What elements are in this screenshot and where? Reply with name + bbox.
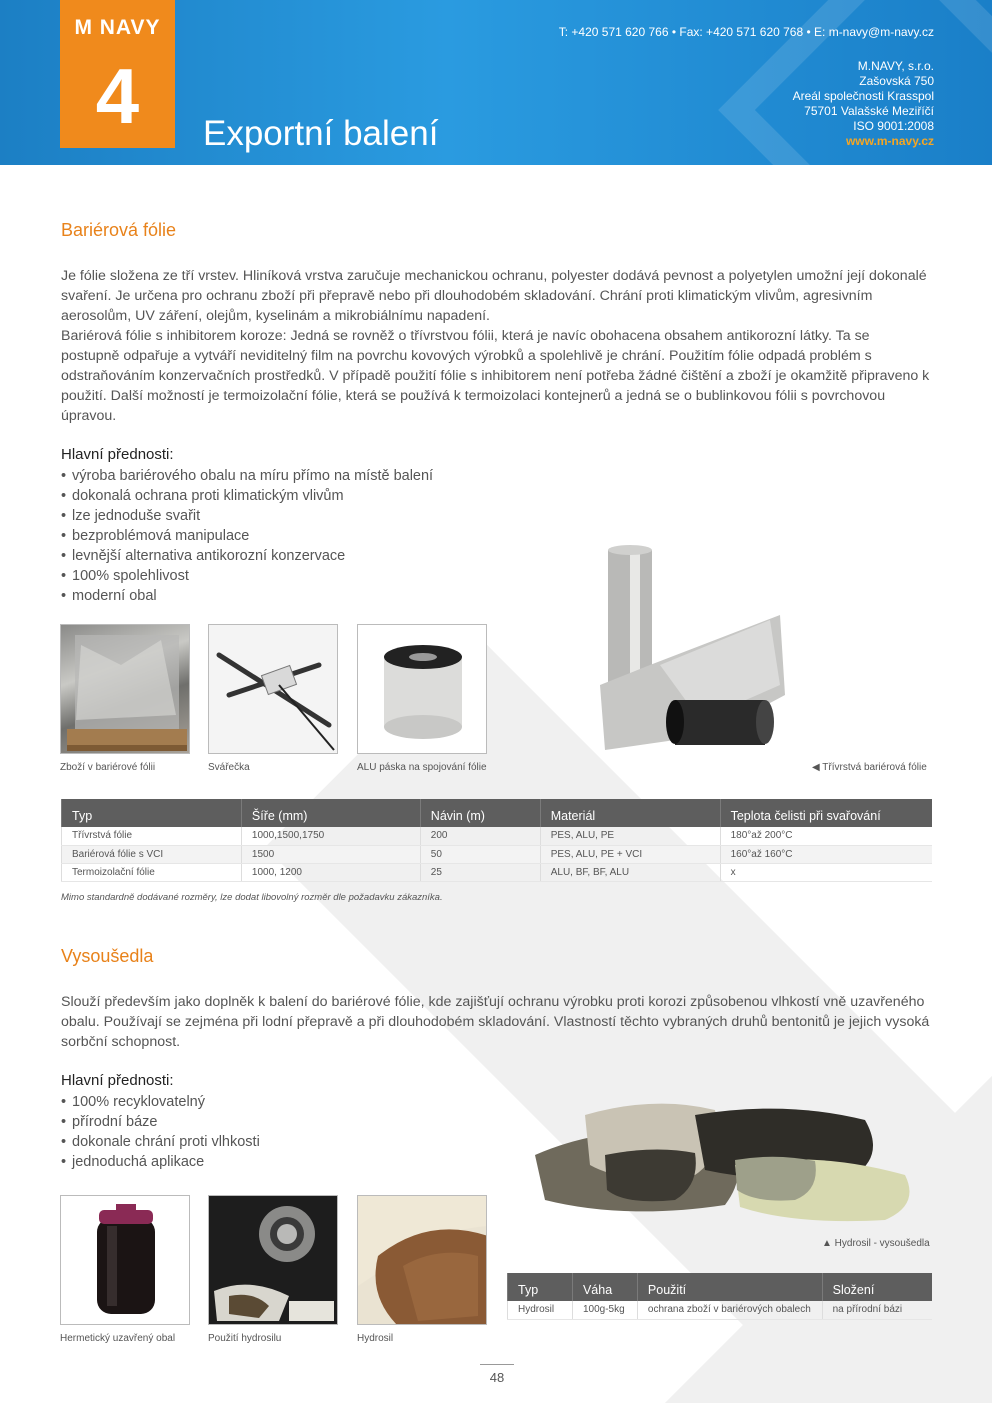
list-item: • lze jednoduše svařit: [61, 506, 433, 526]
foil-rolls-image: [590, 545, 790, 770]
table-row: [508, 1301, 933, 1319]
chapter-number: 4: [95, 52, 140, 140]
logo-box: [60, 0, 175, 148]
page-number-divider: [480, 1364, 514, 1365]
photo-hydrosil-bags: [525, 1095, 935, 1225]
caption-hydrosil-usage: Použití hydrosilu: [208, 1333, 282, 1344]
foil-wrapped-goods-image: [61, 625, 190, 754]
caption-hydrosil-bags: ▲ Hydrosil - vysoušedla: [822, 1238, 930, 1249]
contact-line: T: +420 571 620 766 • Fax: +420 571 620 768 • E: m-navy@m-navy.cz: [558, 25, 934, 39]
column-header: Složení: [822, 1273, 932, 1301]
table-cell: ALU, BF, BF, ALU: [540, 863, 720, 881]
table-row: [62, 845, 933, 863]
caption-hydrosil: Hydrosil: [357, 1333, 394, 1344]
page-number: 48: [489, 1370, 505, 1385]
section-title-barrier: Bariérová fólie: [61, 220, 177, 240]
barrier-paragraph-1: Je fólie složena ze tří vrstev. Hliníková vrstva zaručuje mechanickou ochranu, polyester dodává pevnost a polyetylen umožní její dokonalé svaření. Je určena pro ochranu zboží při přepravě nebo při dlouhodobém skladování. Chrání proti klimatickým vlivům, agresivním aerosolům, UV záření, olejům, kyselinám a mikrobiálnímu napadení.: [61, 268, 927, 324]
column-header: Materiál: [540, 799, 720, 827]
address-line: 75701 Valašské Meziříčí: [804, 104, 934, 118]
caption-sealer: Svářečka: [208, 762, 250, 773]
list-item: • 100% recyklovatelný: [61, 1092, 260, 1112]
table-row: [62, 863, 933, 881]
table-cell: PES, ALU, PE + VCI: [540, 845, 720, 863]
list-item: • levnější alternativa antikorozní konzervace: [61, 546, 433, 566]
list-item: • 100% spolehlivost: [61, 566, 433, 586]
company-address: [793, 59, 934, 149]
column-header: Návin (m): [420, 799, 540, 827]
column-header: Typ: [62, 799, 242, 827]
photo-hydrosil-usage: [208, 1195, 338, 1325]
table-cell: 1000,1500,1750: [241, 827, 420, 845]
table-note: Mimo standardně dodávané rozměry, lze dodat libovolný rozměr dle požadavku zákazníka.: [61, 892, 443, 903]
address-line: ISO 9001:2008: [853, 119, 934, 133]
table-cell: PES, ALU, PE: [540, 827, 720, 845]
list-item: • moderní obal: [61, 586, 433, 606]
column-header: Teplota čelisti při svařování: [720, 799, 932, 827]
page-title: Exportní balení: [203, 114, 439, 153]
photo-hydrosil: [357, 1195, 487, 1325]
list-item: • přírodní báze: [61, 1112, 260, 1132]
barrier-advantages-list: [61, 466, 433, 606]
table-cell: Třívrstvá fólie: [62, 827, 242, 845]
hydrosil-table: [507, 1273, 932, 1320]
section-title-desiccants: Vysoušedla: [61, 946, 154, 966]
table-cell: 180°až 200°C: [720, 827, 932, 845]
table-cell: 100g-5kg: [572, 1301, 637, 1319]
desiccants-advantages-title: Hlavní přednosti:: [61, 1072, 174, 1089]
photo-hermetic-container: [60, 1195, 190, 1325]
table-cell: 200: [420, 827, 540, 845]
table-cell: Bariérová fólie s VCI: [62, 845, 242, 863]
photo-alu-tape: [357, 624, 487, 754]
column-header: Použití: [637, 1273, 822, 1301]
list-item: • dokonalá ochrana proti klimatickým vlivům: [61, 486, 433, 506]
address-line: Zašovská 750: [859, 74, 934, 88]
list-item: • dokonale chrání proti vlhkosti: [61, 1132, 260, 1152]
table-row: [62, 827, 933, 845]
logo: M NAVY: [74, 16, 161, 39]
desiccants-paragraph: Slouží především jako doplněk k balení do bariérové fólie, kde zajišťují ochranu výrobku proti korozi způsobenou vlhkostí vně uzavřeného obalu. Používají se zejména při lodní přepravě a při dlouhodobém skladování. Vlastností těchto vybraných druhů bentonitů je jejich vysoká sorbční schopnost.: [61, 994, 930, 1050]
barrier-foil-table: [61, 799, 932, 882]
address-line: M.NAVY, s.r.o.: [857, 59, 934, 73]
alu-tape-roll-image: [358, 625, 487, 754]
table-cell: 160°až 160°C: [720, 845, 932, 863]
table-cell: 25: [420, 863, 540, 881]
table-cell: na přírodní bázi: [822, 1301, 932, 1319]
table-cell: x: [720, 863, 932, 881]
table-header-row: [62, 799, 933, 827]
list-item: • bezproblémová manipulace: [61, 526, 433, 546]
hydrosil-bags-image: [525, 1095, 935, 1225]
sealer-image: [209, 625, 338, 754]
table-cell: 1500: [241, 845, 420, 863]
column-header: Typ: [508, 1273, 573, 1301]
table-cell: Termoizolační fólie: [62, 863, 242, 881]
table-header-row: [508, 1273, 933, 1301]
caption-hermetic-container: Hermetický uzavřený obal: [60, 1333, 176, 1344]
photo-goods-in-foil: [60, 624, 190, 754]
table-cell: Hydrosil: [508, 1301, 573, 1319]
photo-three-layer-foil: [590, 545, 790, 770]
caption-goods-in-foil: Zboží v bariérové fólii: [60, 762, 156, 773]
barrier-advantages-title: Hlavní přednosti:: [61, 446, 174, 463]
barrel-image: [61, 1196, 190, 1325]
hydrosil-usage-image: [209, 1196, 338, 1325]
list-item: • výroba bariérového obalu na míru přímo na místě balení: [61, 466, 433, 486]
caption-three-layer-foil: ◀ Třívrstvá bariérová fólie: [812, 762, 927, 773]
caption-alu-tape: ALU páska na spojování fólie: [357, 762, 487, 773]
table-cell: ochrana zboží v bariérových obalech: [637, 1301, 822, 1319]
address-line: Areál společnosti Krasspol: [792, 89, 934, 103]
hydrosil-granules-image: [358, 1196, 487, 1325]
desiccants-advantages-list: [61, 1092, 260, 1172]
table-cell: 50: [420, 845, 540, 863]
page-header: [0, 0, 992, 165]
column-header: Váha: [572, 1273, 637, 1301]
column-header: Šíře (mm): [241, 799, 420, 827]
table-cell: 1000, 1200: [241, 863, 420, 881]
barrier-paragraph-2: Bariérová fólie s inhibitorem koroze: Jedná se rovněž o třívrstvou fólii, která je navíc obohacena obsahem antikorozní látky. Ta se postupně odpařuje a vytváří neviditelný film na povrchu kovových výrobků a spolehlivě je chrání. Použitím fólie odpadá problém s odstraňováním konzervačních prostředků. V případě použití fólie s inhibitorem není potřeba žádné čištění a zboží je okamžitě připraveno k použití. Další možností je termoizolační fólie, která se používá k termoizolaci kontejnerů a jedná se o bublinkovou fólii s povrchovou úpravou.: [61, 328, 930, 424]
list-item: • jednoduchá aplikace: [61, 1152, 260, 1172]
photo-sealer: [208, 624, 338, 754]
website-link[interactable]: www.m-navy.cz: [845, 134, 934, 148]
